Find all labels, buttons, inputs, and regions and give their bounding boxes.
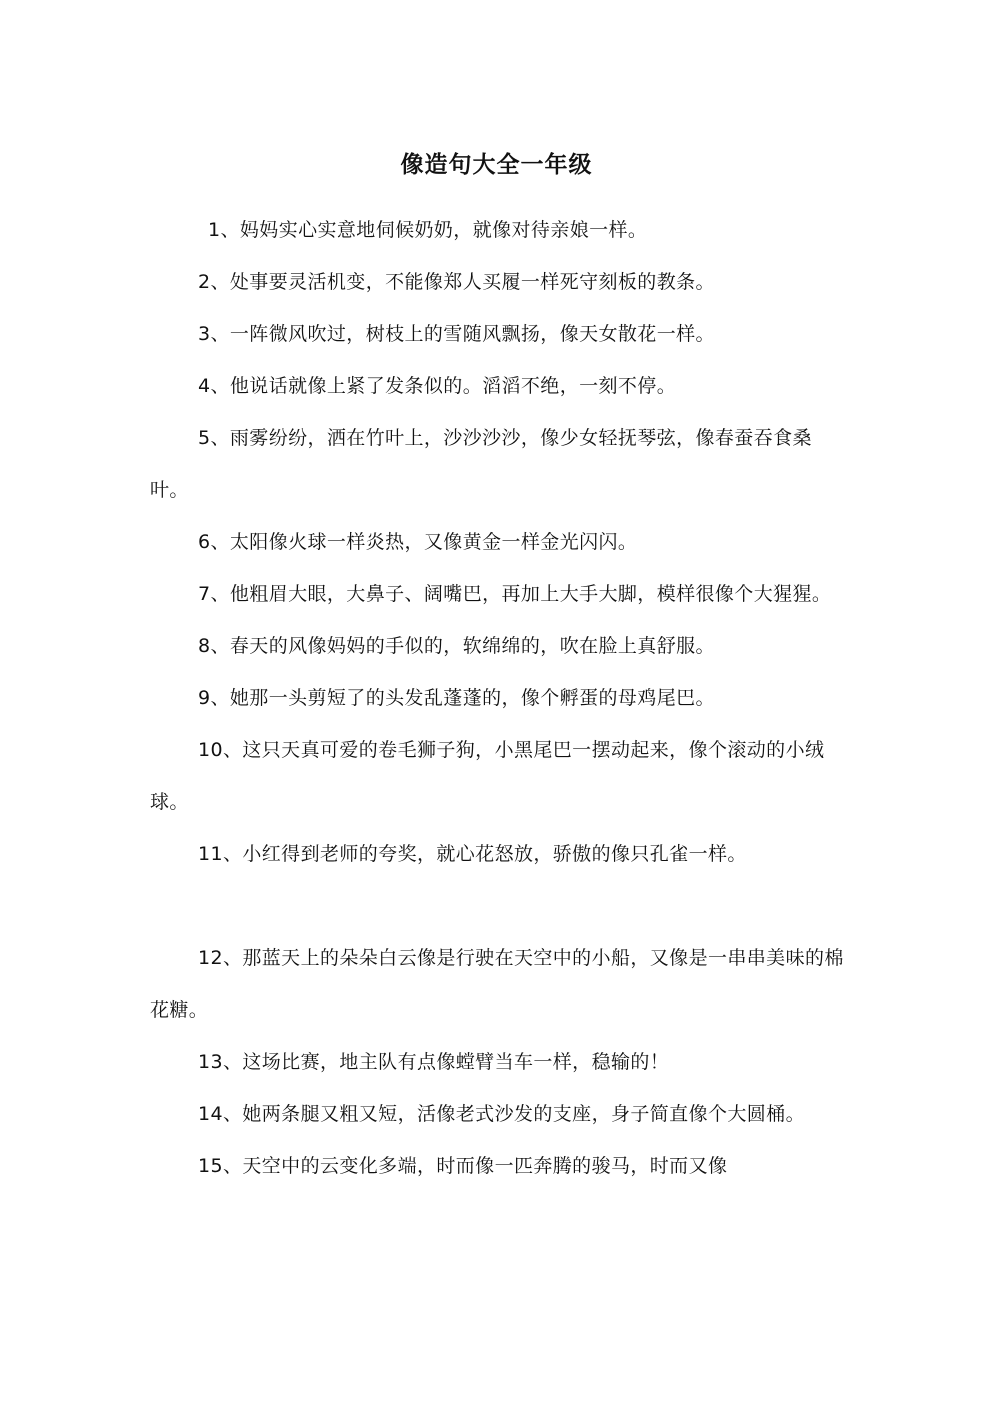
sentence-item-7: 7、他粗眉大眼，大鼻子、阔嘴巴，再加上大手大脚，模样很像个大猩猩。 xyxy=(198,583,832,605)
sentence-item-1: 1、妈妈实心实意地伺候奶奶，就像对待亲娘一样。 xyxy=(208,219,648,241)
sentence-item-10: 10、这只天真可爱的卷毛狮子狗，小黑尾巴一摆动起来，像个滚动的小绒球。 xyxy=(150,739,825,813)
sentence-item-8: 8、春天的风像妈妈的手似的，软绵绵的，吹在脸上真舒服。 xyxy=(198,635,715,657)
sentence-item-5: 5、雨雾纷纷，洒在竹叶上，沙沙沙沙，像少女轻抚琴弦，像春蚕吞食桑叶。 xyxy=(150,427,812,501)
sentence-item-12: 12、那蓝天上的朵朵白云像是行驶在天空中的小船，又像是一串串美味的棉花糖。 xyxy=(150,947,844,1021)
sentence-item-11: 11、小红得到老师的夸奖，就心花怒放，骄傲的像只孔雀一样。 xyxy=(198,843,747,865)
sentence-item-3: 3、一阵微风吹过，树枝上的雪随风飘扬，像天女散花一样。 xyxy=(198,323,715,345)
sentence-item-6: 6、太阳像火球一样炎热，又像黄金一样金光闪闪。 xyxy=(198,531,638,553)
sentence-item-9: 9、她那一头剪短了的头发乱蓬蓬的，像个孵蛋的母鸡尾巴。 xyxy=(198,687,715,709)
sentence-item-4: 4、他说话就像上紧了发条似的。滔滔不绝，一刻不停。 xyxy=(198,375,677,397)
page-title: 像造句大全一年级 xyxy=(400,152,593,178)
sentence-item-14: 14、她两条腿又粗又短，活像老式沙发的支座，身子简直像个大圆桶。 xyxy=(198,1103,805,1125)
sentence-item-13: 13、这场比赛，地主队有点像螳臂当车一样，稳输的！ xyxy=(198,1051,670,1073)
sentence-list xyxy=(150,204,850,1192)
sentence-item-15: 15、天空中的云变化多端，时而像一匹奔腾的骏马，时而又像 xyxy=(198,1155,728,1177)
sentence-item-2: 2、处事要灵活机变，不能像郑人买履一样死守刻板的教条。 xyxy=(198,271,715,293)
